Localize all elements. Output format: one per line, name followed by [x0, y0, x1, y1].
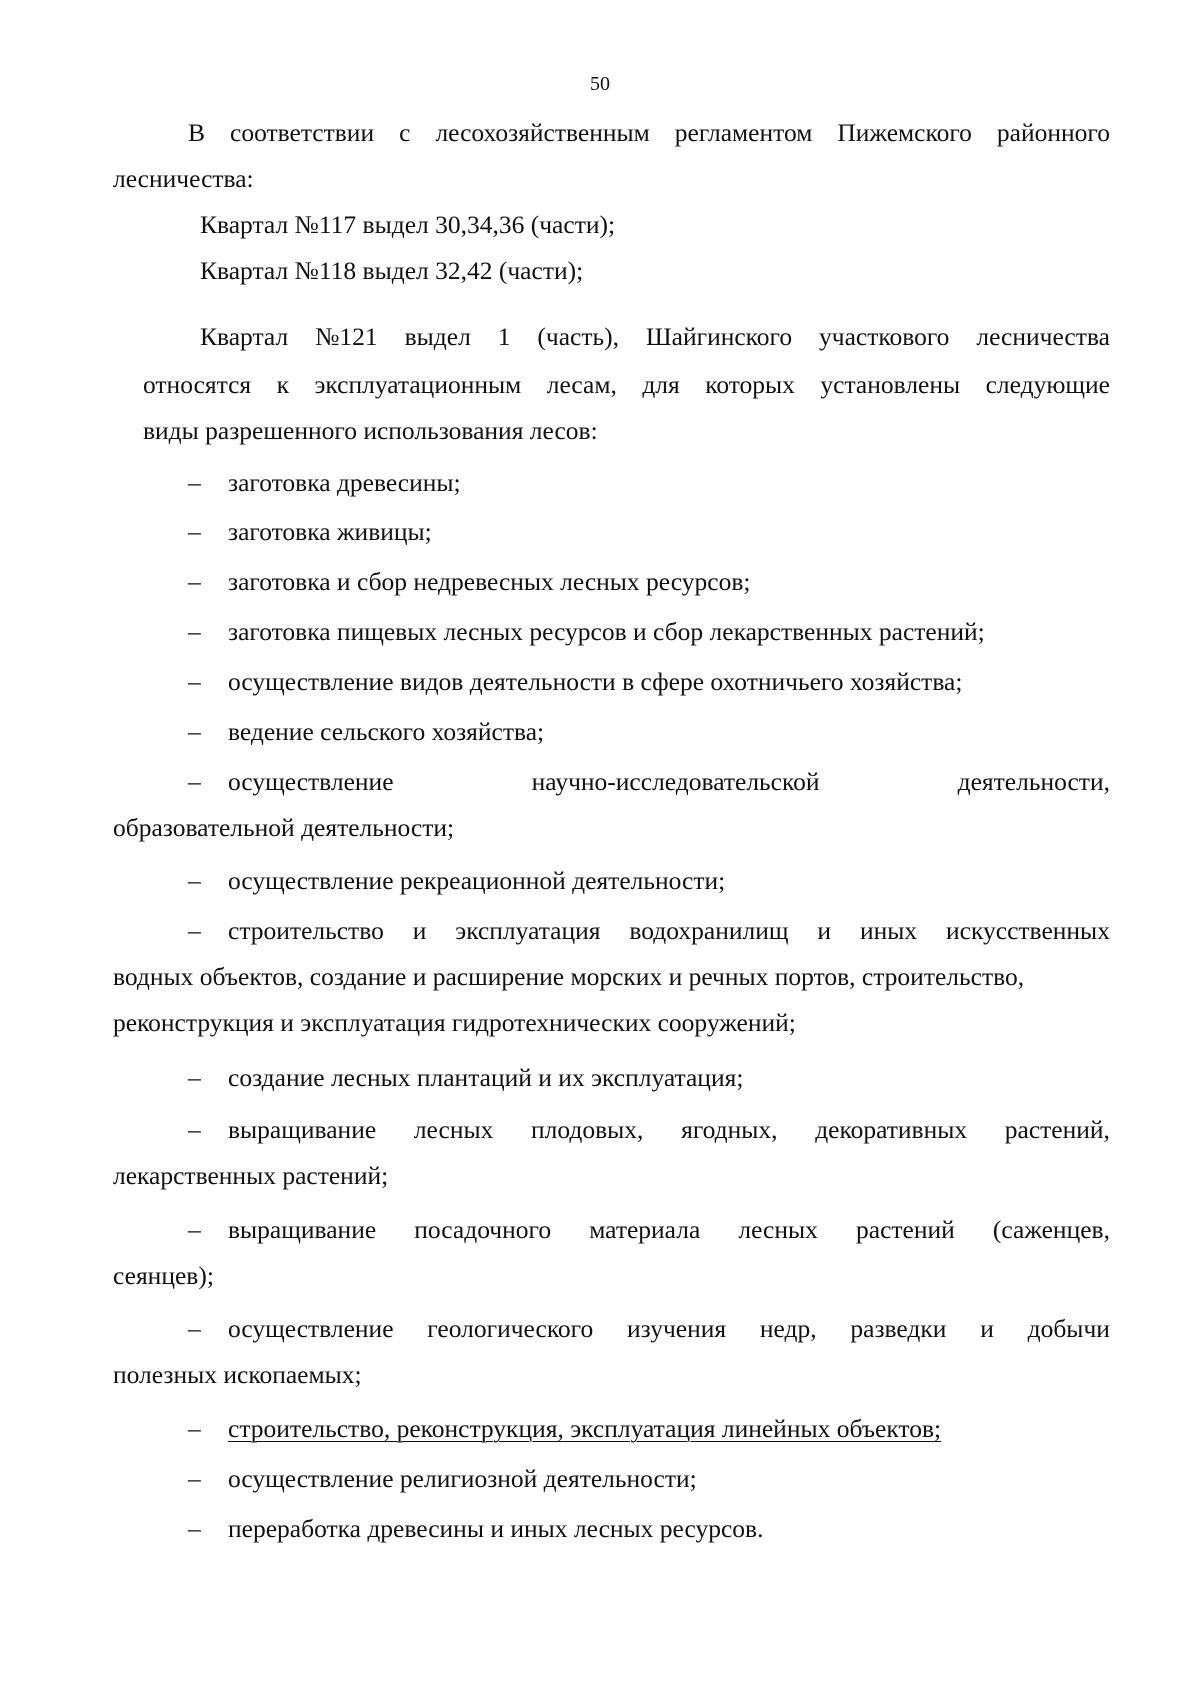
word: выращивание	[228, 1115, 377, 1144]
dash-bullet: –	[188, 717, 201, 746]
word: выращивание	[228, 1215, 377, 1244]
dash-bullet: –	[188, 517, 201, 546]
dash-bullet: –	[188, 1414, 201, 1443]
word: лесных	[413, 1115, 494, 1144]
quarter-121-line-2	[143, 368, 1110, 402]
word: Квартал	[200, 322, 289, 351]
dash-bullet: –	[188, 1215, 201, 1244]
word: и	[412, 916, 427, 945]
word: эксплуатация	[455, 916, 601, 945]
list-item-continuation: водных объектов, создание и расширение морских и речных портов, строительство,	[113, 962, 1025, 991]
quarter-118: Квартал №118 выдел 32,42 (части);	[200, 256, 584, 285]
word: регламентом	[674, 118, 813, 147]
list-item-text	[228, 914, 1110, 948]
word: Шайгинского	[645, 322, 793, 351]
word: с	[399, 118, 411, 147]
word: (часть),	[537, 322, 619, 351]
list-item-text: создание лесных плантаций и их эксплуатация;	[228, 1063, 744, 1092]
word: и	[980, 1314, 994, 1343]
list-item-text-underlined: строительство, реконструкция, эксплуатация линейных объектов;	[228, 1414, 942, 1443]
word: деятельности,	[957, 767, 1110, 796]
word: Пижемского	[837, 118, 972, 147]
list-item-text	[228, 765, 1110, 799]
list-item-continuation: сеянцев);	[113, 1261, 214, 1290]
quarter-121-line-3: виды разрешенного использования лесов:	[143, 416, 598, 445]
word: которых	[705, 370, 795, 399]
dash-bullet: –	[188, 468, 201, 497]
word: районного	[996, 118, 1110, 147]
word: посадочного	[414, 1215, 552, 1244]
word: осуществление	[228, 767, 394, 796]
quarter-117: Квартал №117 выдел 30,34,36 (части);	[200, 210, 616, 239]
dash-bullet: –	[188, 767, 201, 796]
word: недр,	[759, 1314, 817, 1343]
dash-bullet: –	[188, 1063, 201, 1092]
word: иных	[859, 916, 918, 945]
word: водохранилищ	[629, 916, 789, 945]
list-item-text: осуществление видов деятельности в сфере охотничьего хозяйства;	[228, 667, 963, 696]
intro-line-1	[188, 116, 1110, 150]
word: №121	[315, 322, 378, 351]
dash-bullet: –	[188, 1514, 201, 1543]
word: к	[276, 370, 289, 399]
word: В	[188, 118, 206, 147]
list-item-text	[228, 1312, 1110, 1346]
list-item-text: заготовка и сбор недревесных лесных ресурсов;	[228, 567, 751, 596]
word: геологического	[427, 1314, 594, 1343]
word: лесничества	[976, 322, 1110, 351]
word: плодовых,	[531, 1115, 644, 1144]
intro-line-2: лесничества:	[113, 164, 254, 193]
word: соответствии	[230, 118, 375, 147]
dash-bullet: –	[188, 1464, 201, 1493]
dash-bullet: –	[188, 866, 201, 895]
word: ягодных,	[681, 1115, 778, 1144]
list-item-continuation: полезных ископаемых;	[113, 1360, 362, 1389]
dash-bullet: –	[188, 1115, 201, 1144]
list-item-text: заготовка живицы;	[228, 517, 432, 546]
quarter-121-line-1	[200, 320, 1110, 354]
word: лесохозяйственным	[435, 118, 650, 147]
word: добычи	[1027, 1314, 1110, 1343]
word: следующие	[985, 370, 1110, 399]
dash-bullet: –	[188, 617, 201, 646]
list-item-continuation: реконструкция и эксплуатация гидротехнических сооружений;	[113, 1008, 796, 1037]
word: лесных	[738, 1215, 818, 1244]
word: осуществление	[228, 1314, 394, 1343]
word: материала	[589, 1215, 701, 1244]
word: для	[642, 370, 680, 399]
word: участкового	[819, 322, 950, 351]
list-item-text: ведение сельского хозяйства;	[228, 717, 545, 746]
word: относятся	[143, 370, 252, 399]
page-number: 50	[590, 73, 610, 95]
word: строительство	[228, 916, 384, 945]
word: растений,	[1004, 1115, 1110, 1144]
word: 1	[497, 322, 511, 351]
list-item-text: переработка древесины и иных лесных ресурсов.	[228, 1514, 764, 1543]
word: растений	[856, 1215, 955, 1244]
word: и	[817, 916, 832, 945]
dash-bullet: –	[188, 567, 201, 596]
list-item-continuation: образовательной деятельности;	[113, 813, 455, 842]
list-item-text	[228, 1213, 1110, 1247]
word: лесам,	[546, 370, 617, 399]
list-item-continuation: лекарственных растений;	[113, 1161, 389, 1190]
dash-bullet: –	[188, 916, 201, 945]
dash-bullet: –	[188, 667, 201, 696]
word: искусственных	[946, 916, 1110, 945]
word: научно-исследовательской	[531, 767, 820, 796]
list-item-text: заготовка пищевых лесных ресурсов и сбор лекарственных растений;	[228, 617, 985, 646]
word: выдел	[404, 322, 471, 351]
dash-bullet: –	[188, 1314, 201, 1343]
word: (саженцев,	[992, 1215, 1110, 1244]
word: декоративных	[815, 1115, 968, 1144]
list-item-text	[228, 1113, 1110, 1147]
list-item-text: осуществление рекреационной деятельности;	[228, 866, 726, 895]
list-item-text: заготовка древесины;	[228, 468, 461, 497]
word: эксплуатационным	[314, 370, 522, 399]
word: изучения	[627, 1314, 727, 1343]
list-item-text: осуществление религиозной деятельности;	[228, 1464, 697, 1493]
word: разведки	[850, 1314, 947, 1343]
word: установлены	[820, 370, 961, 399]
